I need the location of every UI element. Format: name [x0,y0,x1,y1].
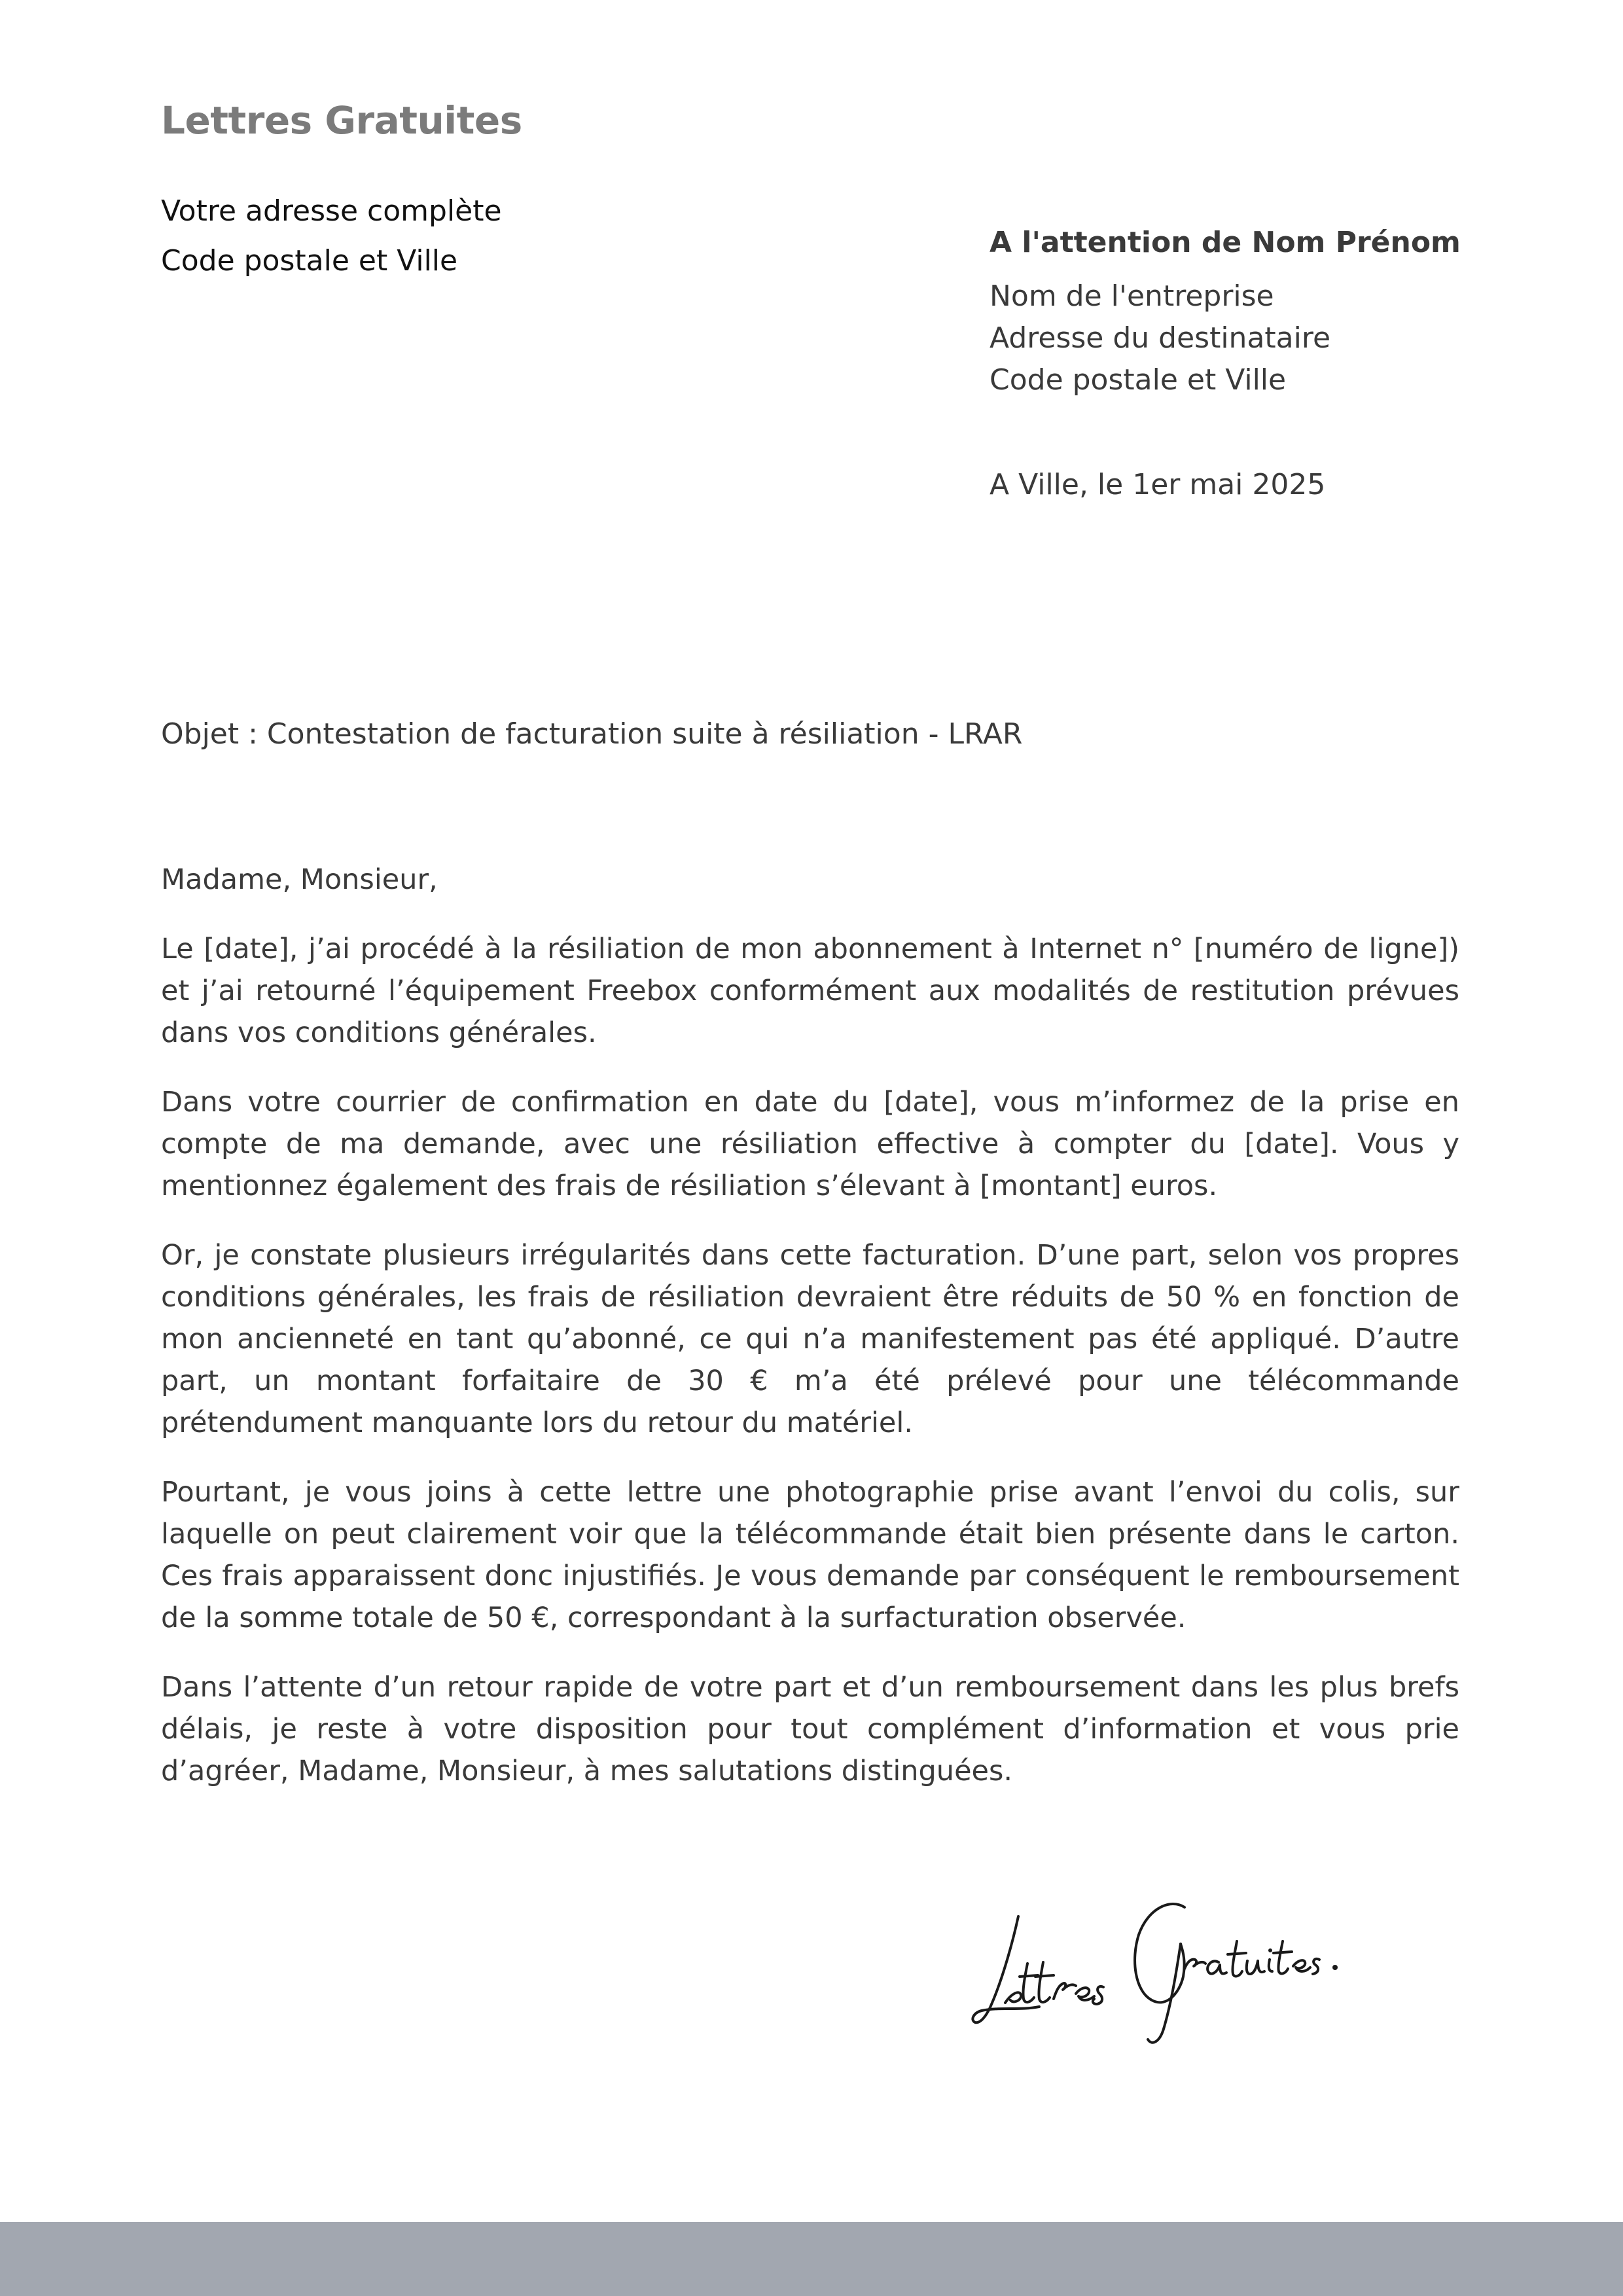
paragraph-3: Or, je constate plusieurs irrégularités dans cette facturation. D’une part, selon vos propres conditions générales, les frais de résiliation devraient être réduits de 50 % en fonction de mon ancienneté en tant qu’abonné, ce qui n’a manifestement pas été appliqué. D’autre part, un montant forfaitaire de 30 € m’a été prélevé pour une télécommande prétendument manquante lors du retour du matériel. [161,1239,1459,1439]
paragraph-2: Dans votre courrier de confirmation en date du [date], vous m’informez de la prise en compte de ma demande, avec une résiliation effective à compter du [date]. Vous y mentionnez également des frais de résiliation s’élevant à [montant] euros. [161,1086,1459,1202]
salutation: Madame, Monsieur, [161,863,438,896]
paragraph-1: Le [date], j’ai procédé à la résiliation de mon abonnement à Internet n° [numéro de ligne]) et j’ai retourné l’équipement Freebox conformément aux modalités de restitution prévues dans vos conditions générales. [161,933,1459,1049]
sender-city-line: Code postale et Ville [161,244,458,278]
letter-subject: Objet : Contestation de facturation suite à résiliation - LRAR [161,717,1023,751]
paragraph-4: Pourtant, je vous joins à cette lettre une photographie prise avant l’envoi du colis, sur laquelle on peut clairement voir que la télécommande était bien présente dans le carton. Ces frais apparaissent donc injustifiés. Je vous demande par conséquent le remboursement de la somme totale de 50 €, correspondant à la surfacturation observée. [161,1476,1459,1634]
handwritten-signature [967,1878,1347,2049]
recipient-street: Adresse du destinataire [990,321,1331,355]
letter-date: A Ville, le 1er mai 2025 [990,468,1326,501]
recipient-block [990,218,1461,401]
recipient-city: Code postale et Ville [990,363,1287,397]
recipient-company: Nom de l'entreprise [990,279,1274,313]
paragraph-5: Dans l’attente d’un retour rapide de votre part et d’un remboursement dans les plus brefs délais, je reste à votre disposition pour tout complément d’information et vous prie d’agréer, Madame, Monsieur, à mes salutations distinguées. [161,1671,1459,1787]
sender-address [161,187,502,286]
recipient-attention: A l'attention de Nom Prénom [990,226,1461,259]
sender-address-line: Votre adresse complète [161,194,502,228]
brand-title: Lettres Gratuites [161,98,522,143]
recipient-address [990,276,1461,401]
letter-body [161,859,1459,1820]
footer-bar [0,2222,1623,2296]
